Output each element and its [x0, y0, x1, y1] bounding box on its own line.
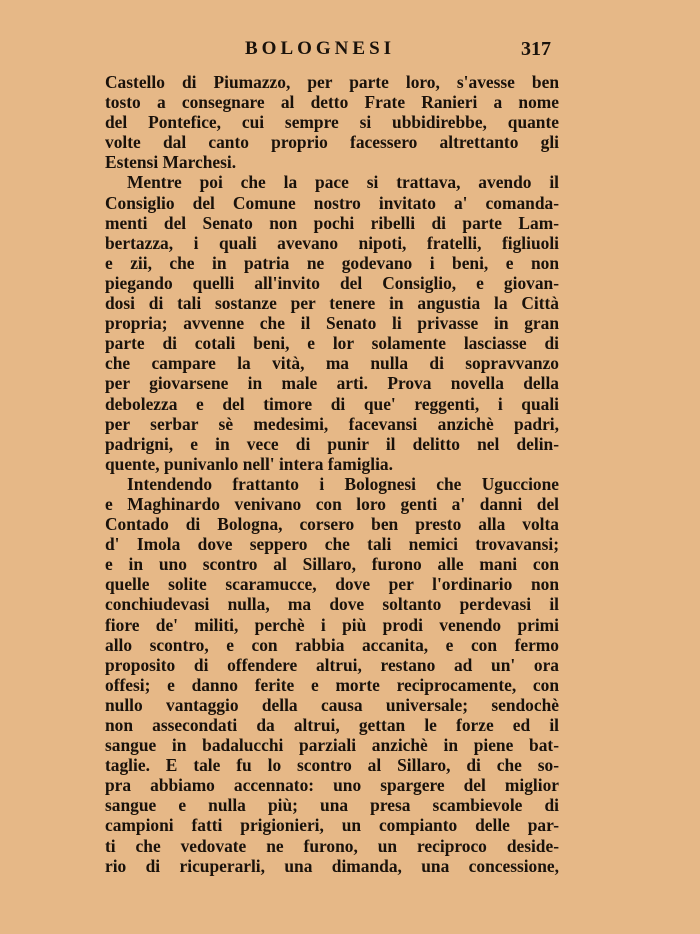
text-line: ti che vedovate ne furono, un reciproco deside-: [105, 835, 559, 856]
text-line: del Pontefice, cui sempre si ubbidirebbe, quante: [105, 112, 559, 133]
text-line: parte di cotali beni, e lor solamente lasciasse di: [105, 333, 559, 354]
text-line: propria; avvenne che il Senato li privasse in gran: [105, 313, 559, 334]
text-line: tosto a consegnare al detto Frate Ranieri a nome: [105, 92, 559, 113]
text-line: debolezza e del timore di que' reggenti, i quali: [105, 393, 559, 414]
text-line: per serbar sè medesimi, facevansi anzichè padri,: [105, 413, 559, 434]
text-line: campioni fatti prigionieri, un compianto delle par-: [105, 815, 559, 836]
body-text: [105, 72, 559, 876]
text-line: dosi di tali sostanze per tenere in angustia la Città: [105, 293, 559, 314]
page-number: 317: [521, 38, 551, 60]
text-line: piegando quelli all'invito del Consiglio, e giovan-: [105, 272, 559, 293]
text-line: non assecondati da altrui, gettan le forze ed il: [105, 715, 559, 735]
text-line: Contado di Bologna, corsero ben presto alla volta: [105, 514, 559, 535]
text-line: quente, punivanlo nell' intera famiglia.: [105, 453, 393, 474]
text-line: volte dal canto proprio facessero altrettanto gli: [105, 132, 559, 153]
text-line: fiore de' militi, perchè i più prodi venendo primi: [105, 614, 559, 635]
text-line: taglie. E tale fu lo scontro al Sillaro, di che so-: [105, 755, 559, 776]
text-line: quelle solite scaramucce, dove per l'ordinario non: [105, 574, 559, 595]
text-line: Mentre poi che la pace si trattava, avendo il: [127, 172, 559, 193]
text-line: e Maghinardo venivano con loro genti a' danni del: [105, 493, 559, 514]
text-line: allo scontro, e con rabbia accanita, e con fermo: [105, 634, 559, 655]
text-line: Intendendo frattanto i Bolognesi che Uguccione: [127, 473, 559, 494]
text-line: per giovarsene in male arti. Prova novella della: [105, 373, 559, 394]
text-line: che campare la vità, ma nulla di sopravvanzo: [105, 353, 559, 374]
text-line: rio di ricuperarli, una dimanda, una concessione,: [105, 855, 559, 876]
text-line: e zii, che in patria ne godevano i beni, e non: [105, 252, 559, 273]
paragraph: [105, 72, 559, 172]
text-line: conchiudevasi nulla, ma dove soltanto perdevasi il: [105, 594, 559, 615]
text-line: padrigni, e in vece di punir il delitto nel delin-: [105, 433, 559, 454]
text-line: offesi; e danno ferite e morte reciprocamente, con: [105, 674, 559, 695]
text-line: menti del Senato non pochi ribelli di parte Lam-: [105, 212, 559, 233]
running-title: BOLOGNESI: [245, 38, 396, 59]
paragraph: [105, 172, 559, 473]
text-line: bertazza, i quali avevano nipoti, fratelli, figliuoli: [105, 232, 559, 253]
text-line: d' Imola dove seppero che tali nemici trovavansi;: [105, 534, 559, 555]
book-page: [105, 38, 559, 876]
text-line: Consiglio del Comune nostro invitato a' comanda-: [105, 192, 559, 213]
text-line: Estensi Marchesi.: [105, 152, 237, 173]
text-line: sangue e nulla più; una presa scambievole di: [105, 795, 559, 816]
text-line: proposito di offendere altrui, restano ad un' ora: [105, 654, 559, 675]
paragraph: [105, 474, 559, 876]
text-line: e in uno scontro al Sillaro, furono alle mani con: [105, 554, 559, 575]
text-line: sangue in badalucchi parziali anzichè in piene bat-: [105, 735, 559, 756]
text-line: pra abbiamo accennato: uno spargere del miglior: [105, 775, 559, 796]
text-line: Castello di Piumazzo, per parte loro, s'avesse ben: [105, 72, 559, 92]
text-line: nullo vantaggio della causa universale; sendochè: [105, 694, 559, 715]
running-head: [105, 38, 559, 72]
